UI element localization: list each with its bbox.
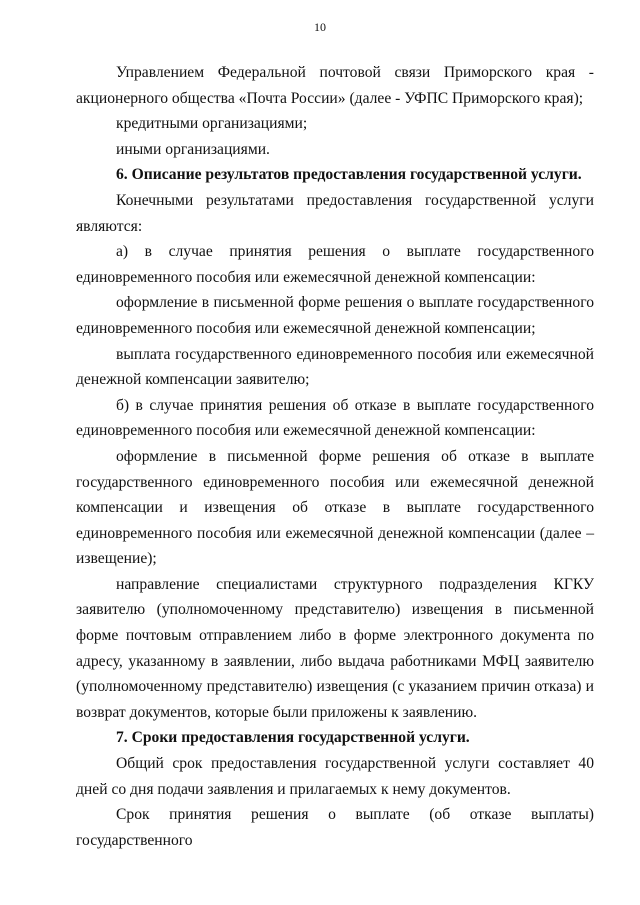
page-number: 10: [314, 20, 326, 34]
paragraph-results-intro: Конечными результатами предоставления государственной услуги являются:: [76, 191, 594, 235]
paragraph-refusal-form: оформление в письменной форме решения об отказе в выплате государственного единовременного пособия или ежемесячной денежной компенсации и извещения об отказе в выплате государственного единовременного пособия или ежемесячной денежной компенсации (далее – извещение);: [76, 447, 594, 568]
paragraph-case-a: а) в случае принятия решения о выплате государственного единовременного пособия или ежемесячной денежной компенсации:: [76, 243, 594, 286]
paragraph-ufps: Управлением Федеральной почтовой связи Приморского края - акционерного общества «Почта России» (далее - УФПС Приморского края);: [76, 64, 594, 107]
section-heading-7: 7. Сроки предоставления государственной услуги.: [116, 729, 470, 747]
paragraph-payment: выплата государственного единовременного пособия или ежемесячной денежной компенсации заявителю;: [76, 345, 594, 389]
paragraph-credit-orgs: кредитными организациями;: [116, 115, 308, 133]
paragraph-case-b: б) в случае принятия решения об отказе в выплате государственного единовременного пособия или ежемесячной денежной компенсации:: [76, 396, 594, 440]
paragraph-total-term: Общий срок предоставления государственной услуги составляет 40 дней со дня подачи заявления и прилагаемых к нему документов.: [76, 755, 594, 798]
paragraph-decision-term: Срок принятия решения о выплате (об отказе выплаты) государственного: [76, 806, 594, 849]
paragraph-notification-delivery: направление специалистами структурного подразделения КГКУ заявителю (уполномоченному представителю) извещения в письменной форме почтовым отправлением либо в форме электронного документа по адресу, указанному в заявлении, либо выдача работниками МФЦ заявителю (уполномоченному представителю) извещения (с указанием причин отказа) и возврат документов, которые были приложены к заявлению.: [76, 575, 594, 721]
paragraph-other-orgs: иными организациями.: [116, 140, 270, 158]
section-heading-6: 6. Описание результатов предоставления государственной услуги.: [116, 166, 582, 184]
document-body: [76, 60, 594, 853]
paragraph-decision-form: оформление в письменной форме решения о выплате государственного единовременного пособия или ежемесячной денежной компенсации;: [76, 294, 594, 337]
